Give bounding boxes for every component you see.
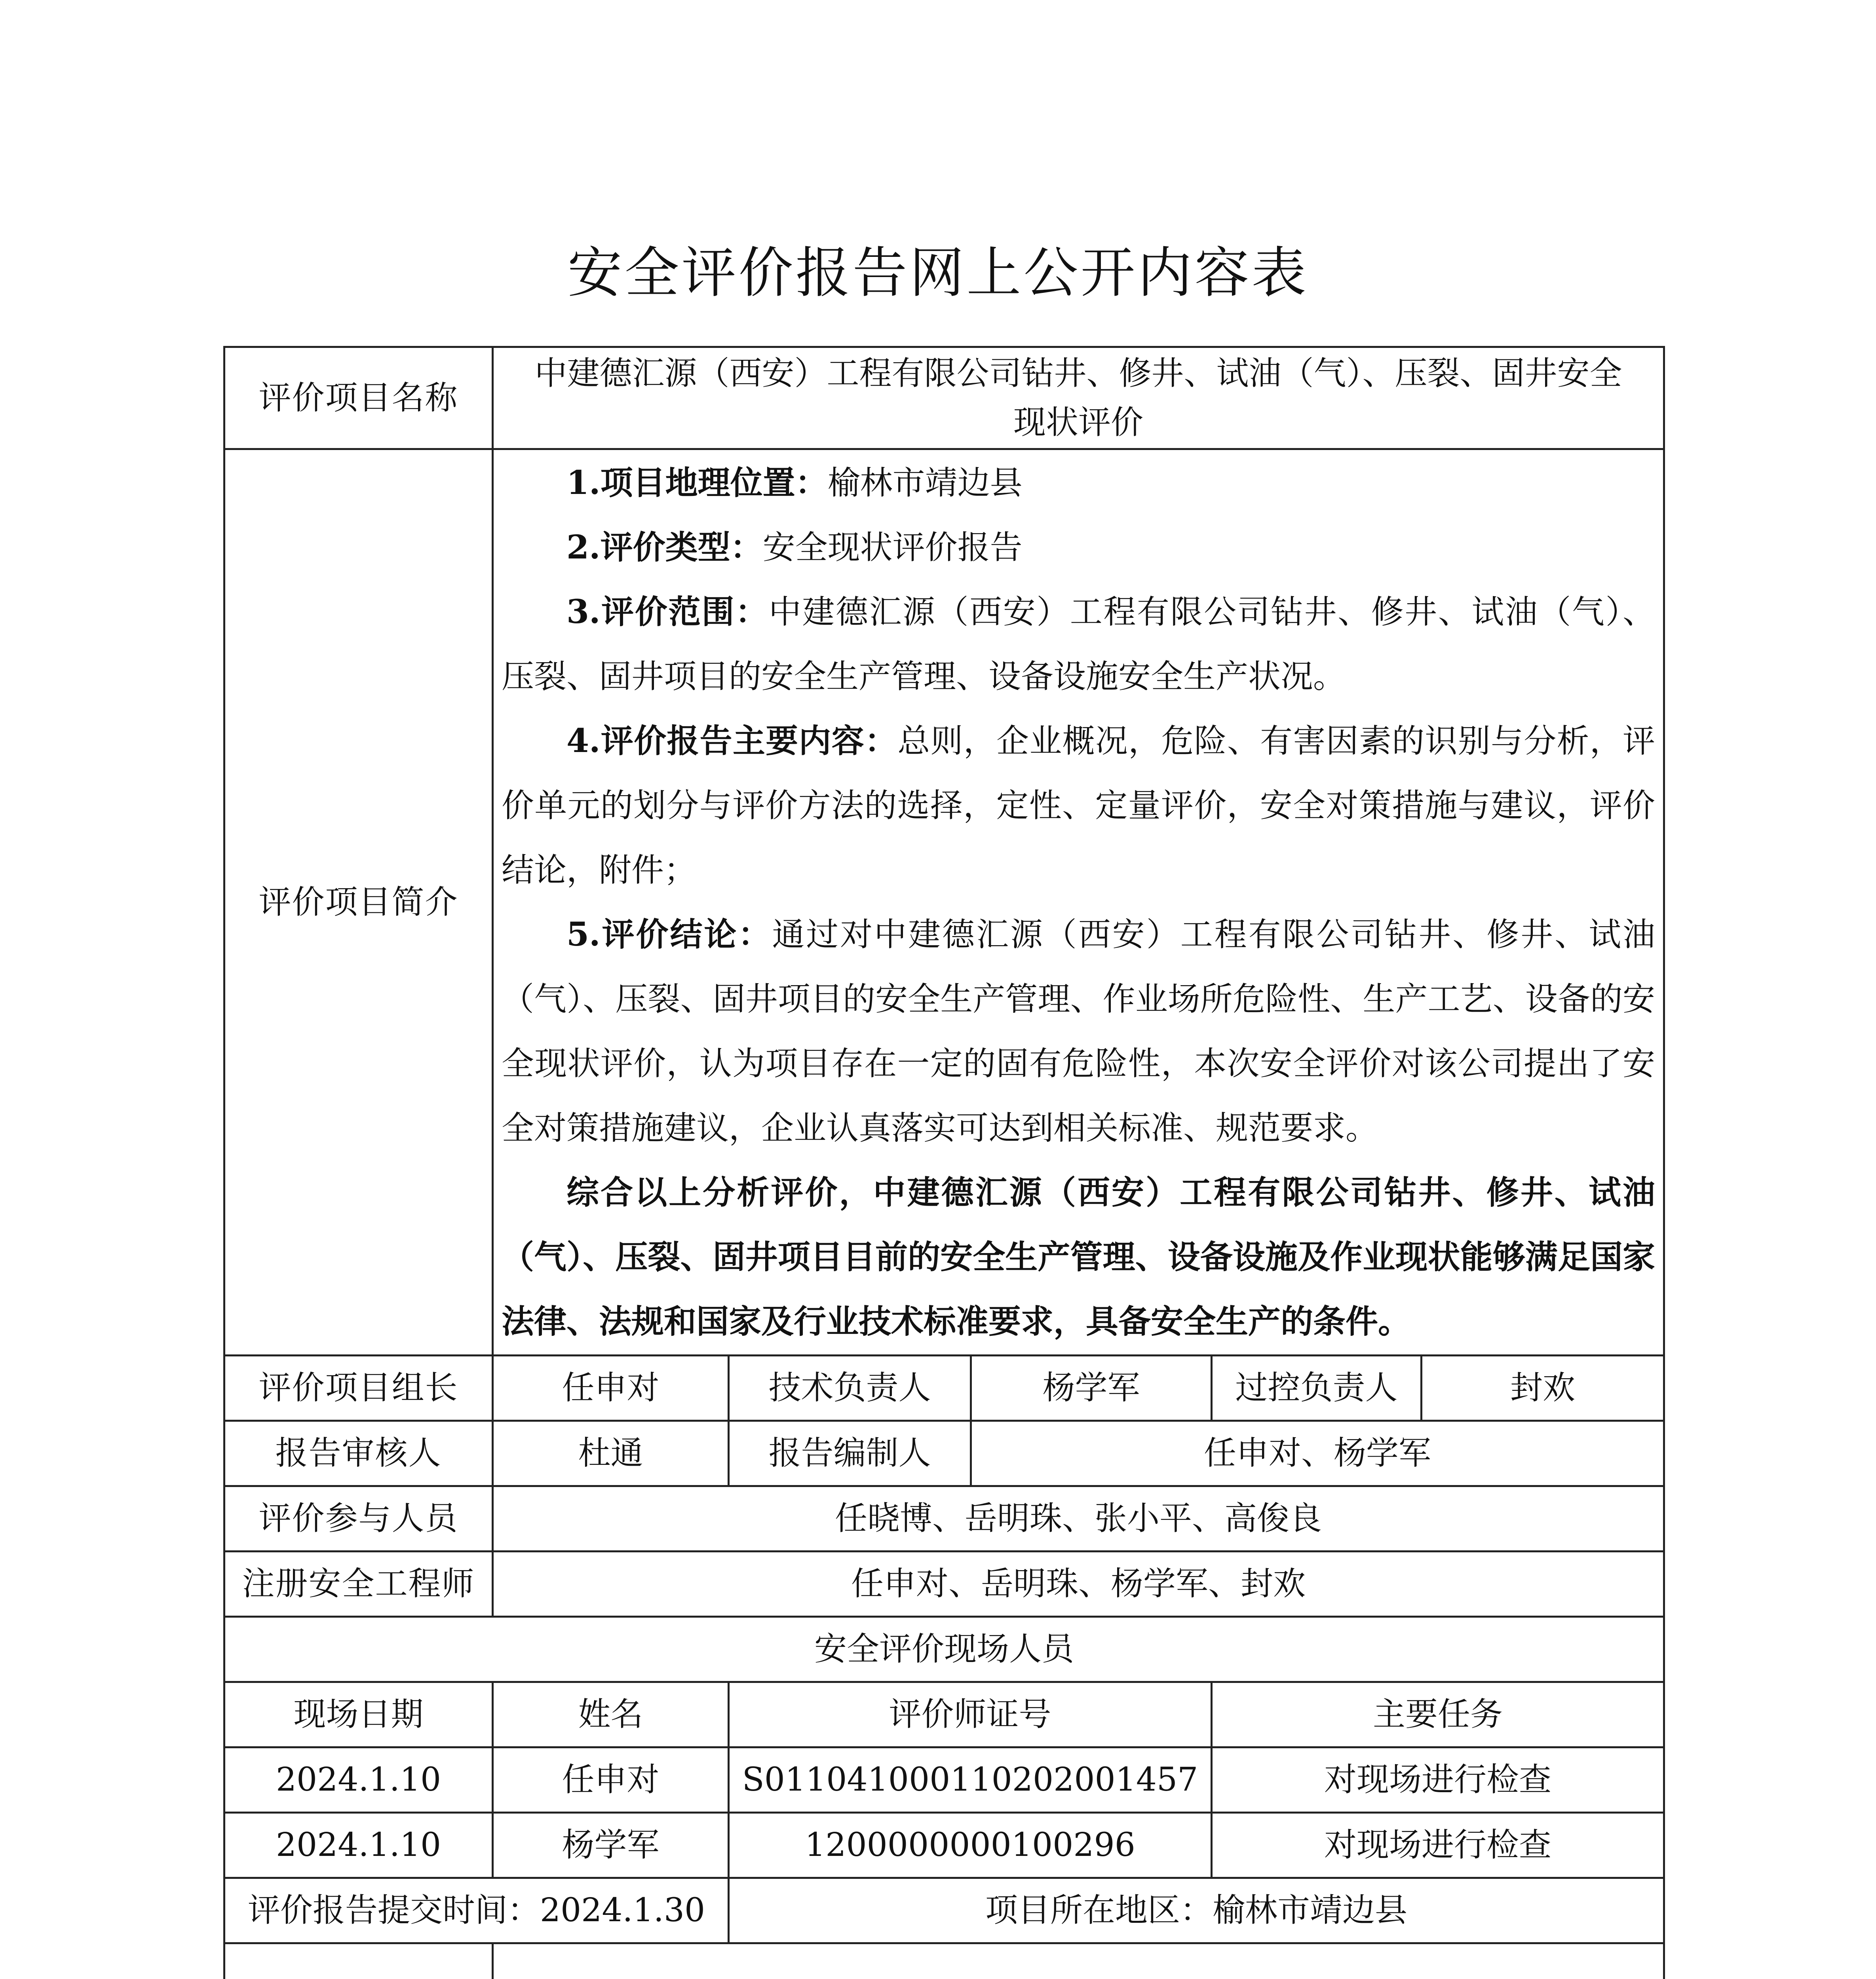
cell-task: 对现场进行检查 xyxy=(1212,1813,1664,1878)
tech-value: 杨学军 xyxy=(971,1356,1212,1421)
project-region-value: 榆林市靖边县 xyxy=(1213,1892,1408,1929)
intro-item-text: 通过对中建德汇源（西安）工程有限公司钻井、修井、试油（气）、压裂、固井项目的安全生产管理、作业场所危险性、生产工艺、设备的安全现状评价，认为项目存在一定的固有危险性，本次安全评价对该公司提出了安全对策措施建议，企业认真落实可达到相关标准、规范要求。 xyxy=(502,915,1656,1147)
intro-item-head: 4.评价报告主要内容： xyxy=(566,722,898,760)
site-staff-title: 安全评价现场人员 xyxy=(224,1617,1664,1682)
intro-item-text: 榆林市靖边县 xyxy=(827,464,1023,502)
project-name-line1: 中建德汇源（西安）工程有限公司钻井、修井、试油（气）、压裂、固井安全 xyxy=(534,354,1622,392)
intro-item-type xyxy=(502,515,1655,580)
project-name-value xyxy=(493,347,1664,449)
intro-content xyxy=(493,449,1664,1356)
submission-time-label: 评价报告提交时间： xyxy=(247,1892,540,1929)
photos-cell xyxy=(493,1943,1664,1979)
intro-item-head: 2.评价类型： xyxy=(566,528,763,566)
intro-item-contents xyxy=(502,709,1655,902)
intro-item-text: 安全现状评价报告 xyxy=(762,528,1023,566)
table-row xyxy=(224,1813,1664,1878)
intro-item-head: 3.评价范围： xyxy=(566,593,769,631)
row-leader xyxy=(224,1356,1664,1421)
intro-item-scope xyxy=(502,580,1655,709)
site-staff-header-row xyxy=(224,1682,1664,1747)
author-value: 任申对、杨学军 xyxy=(971,1421,1664,1486)
process-label: 过控负责人 xyxy=(1212,1356,1422,1421)
intro-item-head: 1.项目地理位置： xyxy=(566,463,828,502)
author-label: 报告编制人 xyxy=(729,1421,971,1486)
header-cert: 评价师证号 xyxy=(729,1682,1212,1747)
leader-value: 任申对 xyxy=(493,1356,729,1421)
row-intro xyxy=(224,449,1664,1356)
intro-item-text: 中建德汇源（西安）工程有限公司钻井、修井、试油（气）、压裂、固井项目的安全生产管理、设备设施安全生产状况。 xyxy=(502,593,1656,695)
photos-label xyxy=(224,1943,493,1979)
submission-time-value: 2024.1.30 xyxy=(540,1892,705,1929)
engineers-label: 注册安全工程师 xyxy=(224,1552,493,1617)
cell-name: 任申对 xyxy=(493,1747,729,1813)
leader-label: 评价项目组长 xyxy=(224,1356,493,1421)
process-value: 封欢 xyxy=(1422,1356,1664,1421)
cell-name: 杨学军 xyxy=(493,1813,729,1878)
project-name-label: 评价项目名称 xyxy=(224,347,493,449)
row-engineers xyxy=(224,1552,1664,1617)
intro-item-head: 5.评价结论： xyxy=(566,915,772,953)
row-reviewer xyxy=(224,1421,1664,1486)
cell-date: 2024.1.10 xyxy=(224,1813,493,1878)
intro-item-location xyxy=(502,451,1655,515)
cell-task: 对现场进行检查 xyxy=(1212,1747,1664,1813)
intro-summary: 综合以上分析评价，中建德汇源（西安）工程有限公司钻井、修井、试油（气）、压裂、固井项目目前的安全生产管理、设备设施及作业现状能够满足国家法律、法规和国家及行业技术标准要求，具备安全生产的条件。 xyxy=(502,1173,1656,1341)
tech-label: 技术负责人 xyxy=(729,1356,971,1421)
row-photos xyxy=(224,1943,1664,1979)
project-name-line2: 现状评价 xyxy=(1013,403,1144,441)
header-task: 主要任务 xyxy=(1212,1682,1664,1747)
row-site-staff-title xyxy=(224,1617,1664,1682)
page-title: 安全评价报告网上公开内容表 xyxy=(567,241,1309,305)
cell-cert: 1200000000100296 xyxy=(729,1813,1212,1878)
intro-item-text: 总则，企业概况，危险、有害因素的识别与分析，评价单元的划分与评价方法的选择，定性、定量评价，安全对策措施与建议，评价结论，附件； xyxy=(502,722,1656,889)
submission-time xyxy=(224,1878,729,1943)
header-date: 现场日期 xyxy=(224,1682,493,1747)
reviewer-value: 杜通 xyxy=(493,1421,729,1486)
table-row xyxy=(224,1747,1664,1813)
row-participants xyxy=(224,1486,1664,1552)
project-region-label: 项目所在地区： xyxy=(985,1892,1213,1929)
intro-item-conclusion xyxy=(502,902,1655,1160)
row-project-name xyxy=(224,347,1664,449)
reviewer-label: 报告审核人 xyxy=(224,1421,493,1486)
participants-value: 任晓博、岳明珠、张小平、高俊良 xyxy=(493,1486,1664,1552)
row-submission xyxy=(224,1878,1664,1943)
project-region xyxy=(729,1878,1664,1943)
cell-cert: S011041000110202001457 xyxy=(729,1747,1212,1813)
cell-date: 2024.1.10 xyxy=(224,1747,493,1813)
engineers-value: 任申对、岳明珠、杨学军、封欢 xyxy=(493,1552,1664,1617)
intro-label: 评价项目简介 xyxy=(224,449,493,1356)
info-table xyxy=(223,346,1665,1979)
participants-label: 评价参与人员 xyxy=(224,1486,493,1552)
header-name: 姓名 xyxy=(493,1682,729,1747)
